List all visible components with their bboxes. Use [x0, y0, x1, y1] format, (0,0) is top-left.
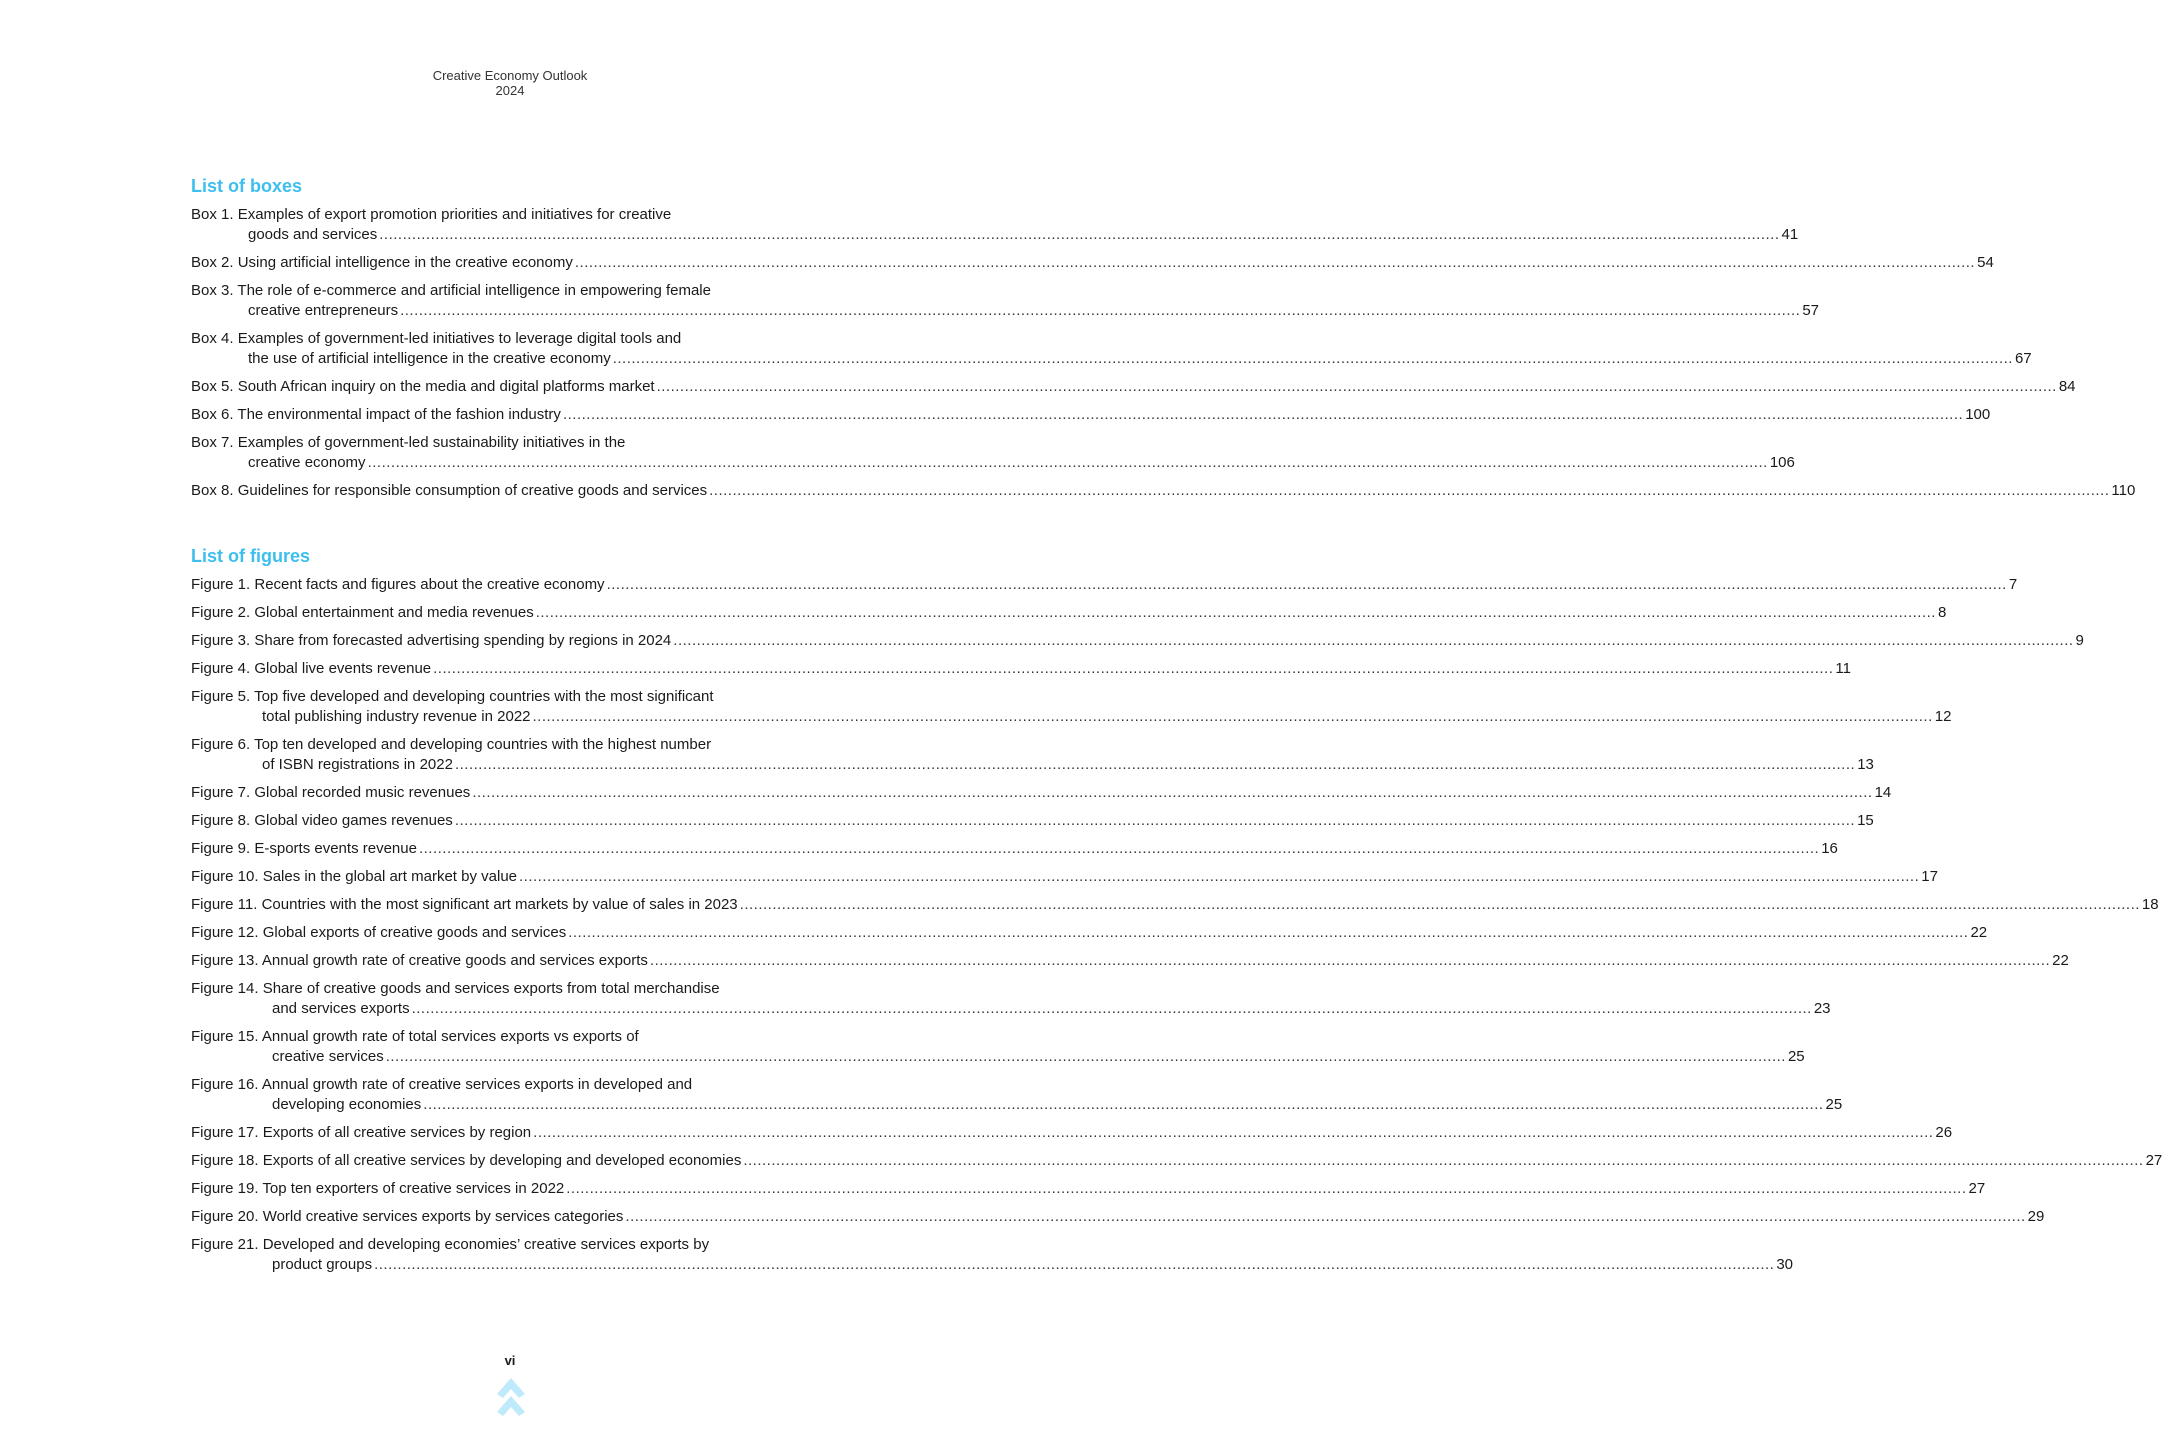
figure-entry-title: Figure 3. Share from forecasted advertising spending by regions in 2024	[191, 632, 672, 649]
figure-entry-title: Figure 17. Exports of all creative services by region	[191, 1124, 532, 1141]
figure-entry-page-number: 16	[1821, 840, 1838, 857]
figure-entry-title: Figure 12. Global exports of creative goods and services	[191, 924, 567, 941]
dot-leader: ............................................................................................................................................................................................................................................................................................................	[533, 1124, 1934, 1141]
figure-entry-page-number: 22	[1970, 924, 1988, 941]
figure-entry-page-number: 27	[1968, 1180, 1986, 1197]
dot-leader: ............................................................................................................................................................................................................................................................................................................	[418, 840, 1820, 857]
box-entry[interactable]	[191, 253, 1994, 273]
figure-entry[interactable]	[191, 839, 1838, 859]
dot-leader: ............................................................................................................................................................................................................................................................................................................	[472, 784, 1873, 801]
box-entry[interactable]	[191, 329, 2032, 369]
figure-entry-page-number: 18	[2141, 896, 2159, 913]
figure-entry[interactable]	[191, 979, 1831, 1019]
dot-leader: ............................................................................................................................................................................................................................................................................................................	[385, 1048, 1786, 1065]
box-entry-title: Box 5. South African inquiry on the media and digital platforms market	[191, 378, 655, 395]
figure-entry-title: Figure 13. Annual growth rate of creative goods and services exports	[191, 952, 648, 969]
figure-entry-page-number: 11	[1835, 660, 1851, 677]
dot-leader: ............................................................................................................................................................................................................................................................................................................	[562, 406, 1964, 423]
figure-entry[interactable]	[191, 1235, 1794, 1275]
dot-leader: ............................................................................................................................................................................................................................................................................................................	[673, 632, 2074, 649]
list-of-boxes-section	[191, 175, 2136, 509]
figure-entry-title: product groups	[272, 1256, 373, 1273]
figure-entry-title: and services exports	[272, 1000, 410, 1017]
figure-entry[interactable]	[191, 923, 1988, 943]
box-entry-page-number: 84	[2058, 378, 2076, 395]
figure-entry-page-number: 13	[1857, 756, 1874, 773]
figure-entry-title: Figure 2. Global entertainment and media revenues	[191, 604, 534, 621]
figure-entry[interactable]	[191, 603, 1947, 623]
figure-entry[interactable]	[191, 811, 1874, 831]
figure-entry-title: Figure 11. Countries with the most significant art markets by value of sales in 2023	[191, 896, 738, 913]
box-entry-title: creative entrepreneurs	[248, 302, 399, 319]
figure-entry[interactable]	[191, 895, 2159, 915]
figure-entry[interactable]	[191, 1207, 2045, 1227]
figure-entry[interactable]	[191, 1075, 1843, 1115]
figure-entry-title: Figure 20. World creative services exports by services categories	[191, 1208, 624, 1225]
figure-entry[interactable]	[191, 631, 2084, 651]
box-entry[interactable]	[191, 377, 2076, 397]
box-entry-title: Box 6. The environmental impact of the fashion industry	[191, 406, 561, 423]
figure-entry-page-number: 25	[1825, 1096, 1843, 1113]
figure-entry-page-number: 14	[1874, 784, 1892, 801]
dot-leader: ............................................................................................................................................................................................................................................................................................................	[566, 1180, 1967, 1197]
box-entry-title: Box 1. Examples of export promotion priorities and initiatives for creative	[191, 206, 672, 223]
figure-entry-page-number: 23	[1813, 1000, 1831, 1017]
figure-entry[interactable]	[191, 1151, 2162, 1171]
figure-entry[interactable]	[191, 735, 1874, 775]
header-year: 2024	[495, 83, 525, 98]
dot-leader: ............................................................................................................................................................................................................................................................................................................	[656, 378, 2057, 395]
dot-leader: ............................................................................................................................................................................................................................................................................................................	[739, 896, 2140, 913]
list-of-figures-title: List of figures	[191, 546, 311, 566]
header-title: Creative Economy Outlook	[432, 68, 588, 83]
figure-entry-title: Figure 5. Top five developed and developing countries with the most significant	[191, 688, 714, 705]
page-number: vi	[504, 1353, 516, 1368]
figure-entry-title: of ISBN registrations in 2022	[262, 756, 453, 773]
dot-leader: ............................................................................................................................................................................................................................................................................................................	[612, 350, 2013, 367]
dot-leader: ............................................................................................................................................................................................................................................................................................................	[411, 1000, 1812, 1017]
box-entry-title: Box 7. Examples of government-led sustainability initiatives in the	[191, 434, 626, 451]
figure-entry-title: Figure 7. Global recorded music revenues	[191, 784, 471, 801]
dot-leader: ............................................................................................................................................................................................................................................................................................................	[532, 708, 1933, 725]
box-entry-page-number: 110	[2111, 482, 2136, 499]
dot-leader: ............................................................................................................................................................................................................................................................................................................	[535, 604, 1936, 621]
dot-leader: ............................................................................................................................................................................................................................................................................................................	[400, 302, 1801, 319]
boxes-entries	[191, 205, 2136, 501]
chevron-up-logo-icon	[495, 1378, 527, 1418]
box-entry[interactable]	[191, 481, 2136, 501]
box-entry-page-number: 54	[1977, 254, 1994, 271]
figure-entry-title: Figure 19. Top ten exporters of creative services in 2022	[191, 1180, 565, 1197]
box-entry-title: Box 3. The role of e-commerce and artificial intelligence in empowering female	[191, 282, 711, 299]
figure-entry-title: Figure 9. E-sports events revenue	[191, 840, 417, 857]
box-entry-title: the use of artificial intelligence in the creative economy	[248, 350, 611, 367]
running-header	[0, 68, 1020, 98]
figure-entry-title: Figure 21. Developed and developing economies’ creative services exports by	[191, 1236, 710, 1253]
figure-entry-title: Figure 1. Recent facts and figures about the creative economy	[191, 576, 605, 593]
dot-leader: ............................................................................................................................................................................................................................................................................................................	[374, 1256, 1775, 1273]
figure-entry-title: Figure 8. Global video games revenues	[191, 812, 453, 829]
dot-leader: ............................................................................................................................................................................................................................................................................................................	[709, 482, 2110, 499]
figure-entry[interactable]	[191, 659, 1851, 679]
figure-entry[interactable]	[191, 1027, 1805, 1067]
figure-entry-page-number: 26	[1935, 1124, 1953, 1141]
box-entry[interactable]	[191, 205, 1799, 245]
dot-leader: ............................................................................................................................................................................................................................................................................................................	[367, 454, 1768, 471]
box-entry[interactable]	[191, 281, 1820, 321]
figure-entry[interactable]	[191, 687, 1952, 727]
figure-entry-title: Figure 14. Share of creative goods and services exports from total merchandise	[191, 980, 720, 997]
box-entry-page-number: 41	[1781, 226, 1799, 243]
figure-entry-page-number: 7	[2008, 576, 2018, 593]
dot-leader: ............................................................................................................................................................................................................................................................................................................	[433, 660, 1834, 677]
figure-entry-page-number: 29	[2027, 1208, 2045, 1225]
figure-entry-title: Figure 10. Sales in the global art market by value	[191, 868, 518, 885]
dot-leader: ............................................................................................................................................................................................................................................................................................................	[743, 1152, 2144, 1169]
figure-entry-page-number: 27	[2145, 1152, 2162, 1169]
figure-entry[interactable]	[191, 1123, 1953, 1143]
dot-leader: ............................................................................................................................................................................................................................................................................................................	[454, 812, 1856, 829]
box-entry[interactable]	[191, 433, 1795, 473]
box-entry-title: Box 8. Guidelines for responsible consumption of creative goods and services	[191, 482, 708, 499]
dot-leader: ............................................................................................................................................................................................................................................................................................................	[568, 924, 1969, 941]
figure-entry[interactable]	[191, 1179, 1986, 1199]
dot-leader: ............................................................................................................................................................................................................................................................................................................	[625, 1208, 2026, 1225]
box-entry[interactable]	[191, 405, 1991, 425]
dot-leader: ............................................................................................................................................................................................................................................................................................................	[574, 254, 1976, 271]
figures-entries	[191, 575, 2162, 1275]
list-of-boxes-title: List of boxes	[191, 176, 303, 196]
figure-entry-title: total publishing industry revenue in 2022	[262, 708, 531, 725]
logo-chevron-lower	[497, 1396, 525, 1416]
box-entry-page-number: 100	[1965, 406, 1991, 423]
dot-leader: ............................................................................................................................................................................................................................................................................................................	[423, 1096, 1824, 1113]
figure-entry-title: developing economies	[272, 1096, 422, 1113]
figure-entry[interactable]	[191, 951, 2069, 971]
figure-entry-title: Figure 4. Global live events revenue	[191, 660, 432, 677]
figure-entry-page-number: 30	[1776, 1256, 1794, 1273]
figure-entry[interactable]	[191, 575, 2018, 595]
box-entry-title: creative economy	[248, 454, 366, 471]
figure-entry-title: Figure 15. Annual growth rate of total services exports vs exports of	[191, 1028, 639, 1045]
figure-entry-title: creative services	[272, 1048, 384, 1065]
figure-entry[interactable]	[191, 783, 1892, 803]
figure-entry-title: Figure 16. Annual growth rate of creative services exports in developed and	[191, 1076, 693, 1093]
box-entry-page-number: 106	[1769, 454, 1795, 471]
figure-entry-title: Figure 18. Exports of all creative services by developing and developed economies	[191, 1152, 742, 1169]
box-entry-title: Box 4. Examples of government-led initiatives to leverage digital tools and	[191, 330, 682, 347]
box-entry-title: Box 2. Using artificial intelligence in the creative economy	[191, 254, 573, 271]
dot-leader: ............................................................................................................................................................................................................................................................................................................	[454, 756, 1856, 773]
dot-leader: ............................................................................................................................................................................................................................................................................................................	[519, 868, 1920, 885]
dot-leader: ............................................................................................................................................................................................................................................................................................................	[606, 576, 2007, 593]
figure-entry-page-number: 9	[2075, 632, 2084, 649]
figure-entry-page-number: 17	[1921, 868, 1938, 885]
figure-entry-page-number: 15	[1857, 812, 1874, 829]
box-entry-page-number: 57	[1802, 302, 1820, 319]
logo-chevron-upper	[497, 1378, 525, 1398]
dot-leader: ............................................................................................................................................................................................................................................................................................................	[649, 952, 2051, 969]
box-entry-page-number: 67	[2014, 350, 2032, 367]
figure-entry-page-number: 12	[1934, 708, 1952, 725]
figure-entry-title: Figure 6. Top ten developed and developing countries with the highest number	[191, 736, 712, 753]
dot-leader: ............................................................................................................................................................................................................................................................................................................	[379, 226, 1780, 243]
figure-entry-page-number: 22	[2052, 952, 2069, 969]
figure-entry-page-number: 25	[1787, 1048, 1805, 1065]
figure-entry[interactable]	[191, 867, 1938, 887]
box-entry-title: goods and services	[248, 226, 378, 243]
list-of-figures-section	[191, 545, 2162, 1283]
figure-entry-page-number: 8	[1937, 604, 1947, 621]
